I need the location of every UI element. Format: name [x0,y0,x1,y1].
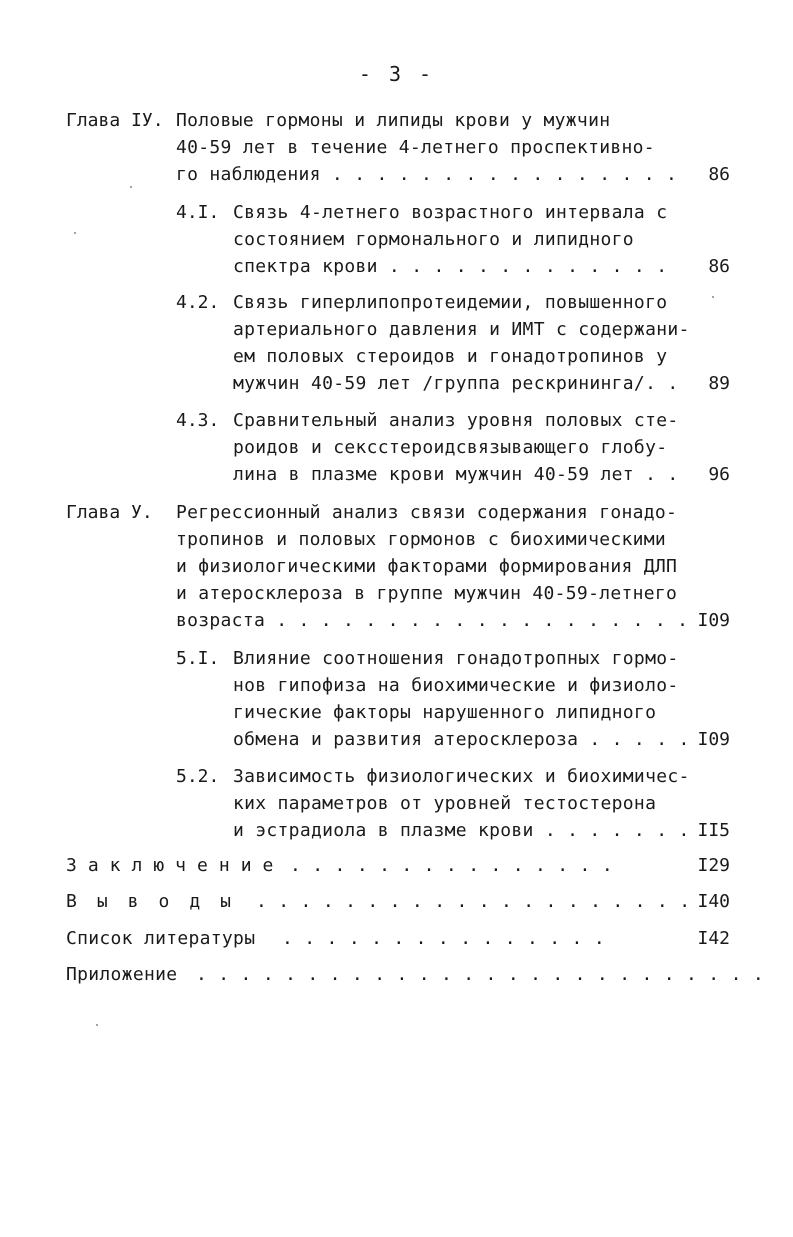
scan-speck [96,1024,98,1026]
section-title-line: и эстрадиола в плазме крови . . . . . . . [233,820,690,841]
back-matter-label: Приложение [66,964,178,985]
section-title-line: состоянием гормонального и липидного [233,229,634,250]
section-title-line: Зависимость физиологических и биохимичес- [233,766,690,787]
chapter-title-line: го наблюдения . . . . . . . . . . . . . . . . [176,164,678,185]
page-ref: 86 [708,256,730,277]
section-title-line: ких параметров от уровней тестостерона [233,793,657,814]
leader-dots: . . . . . . . . . . . . . . . [282,928,605,949]
scan-speck [74,232,76,234]
chapter-title-line: возраста . . . . . . . . . . . . . . . . . . . [176,610,689,631]
page-ref: I09 [697,729,730,750]
section-number: 5.I. [176,648,220,669]
back-matter-label: Заключение [66,855,285,876]
section-title-line: обмена и развития атеросклероза . . . . . [233,729,690,750]
page-number: - 3 - [358,62,435,86]
section-title-line: роидов и сексстероидсвязывающего глобу- [233,437,668,458]
leader-dots: . . . . . . . . . . . . . . . [290,855,613,876]
page-ref: 89 [708,373,730,394]
chapter-title-line: тропинов и половых гормонов с биохимическими [176,529,667,550]
page-ref: I09 [697,610,730,631]
section-title-line: Влияние соотношения гонадотропных гормо- [233,648,679,669]
page-ref: I29 [697,855,730,876]
page-ref: I42 [697,928,730,949]
chapter-title-line: Регрессионный анализ связи содержания гонадо- [176,502,678,523]
chapter-label: Глава У. [66,502,153,523]
page-ref: I40 [697,891,730,912]
chapter-title-line: Половые гормоны и липиды крови у мужчин [176,110,611,131]
scan-speck [130,186,132,188]
section-number: 5.2. [176,766,220,787]
page-ref: 86 [708,164,730,185]
back-matter-label: Выводы [66,891,252,912]
chapter-title-line: и физиологическими факторами формирования ДЛП [176,556,678,577]
section-title-line: спектра крови . . . . . . . . . . . . . [233,256,668,277]
page-ref: II5 [697,820,730,841]
section-number: 4.2. [176,292,220,313]
section-title-line: Сравнительный анализ уровня половых сте- [233,410,679,431]
leader-dots: . . . . . . . . . . . . . . . . . . . . . . . . . . [196,964,764,985]
page-ref: 96 [708,464,730,485]
section-number: 4.3. [176,410,220,431]
section-title-line: Связь гиперлипопротеидемии, повышенного [233,292,668,313]
section-title-line: артериального давления и ИМТ с содержани- [233,319,690,340]
chapter-title-line: и атеросклероза в группе мужчин 40-59-летнего [176,583,678,604]
section-number: 4.I. [176,202,220,223]
section-title-line: мужчин 40-59 лет /группа рескрининга/. . [233,373,679,394]
section-title-line: лина в плазме крови мужчин 40-59 лет . . [233,464,679,485]
section-title-line: гические факторы нарушенного липидного [233,702,657,723]
section-title-line: ем половых стероидов и гонадотропинов у [233,346,668,367]
section-title-line: Связь 4-летнего возрастного интервала с [233,202,668,223]
back-matter-label: Список литературы [66,928,256,949]
leader-dots: . . . . . . . . . . . . . . . . . . . . [256,891,691,912]
chapter-label: Глава IУ. [66,110,164,131]
chapter-title-line: 40-59 лет в течение 4-летнего проспективно- [176,137,655,158]
scan-speck [712,296,714,298]
section-title-line: нов гипофиза на биохимические и физиоло- [233,675,679,696]
